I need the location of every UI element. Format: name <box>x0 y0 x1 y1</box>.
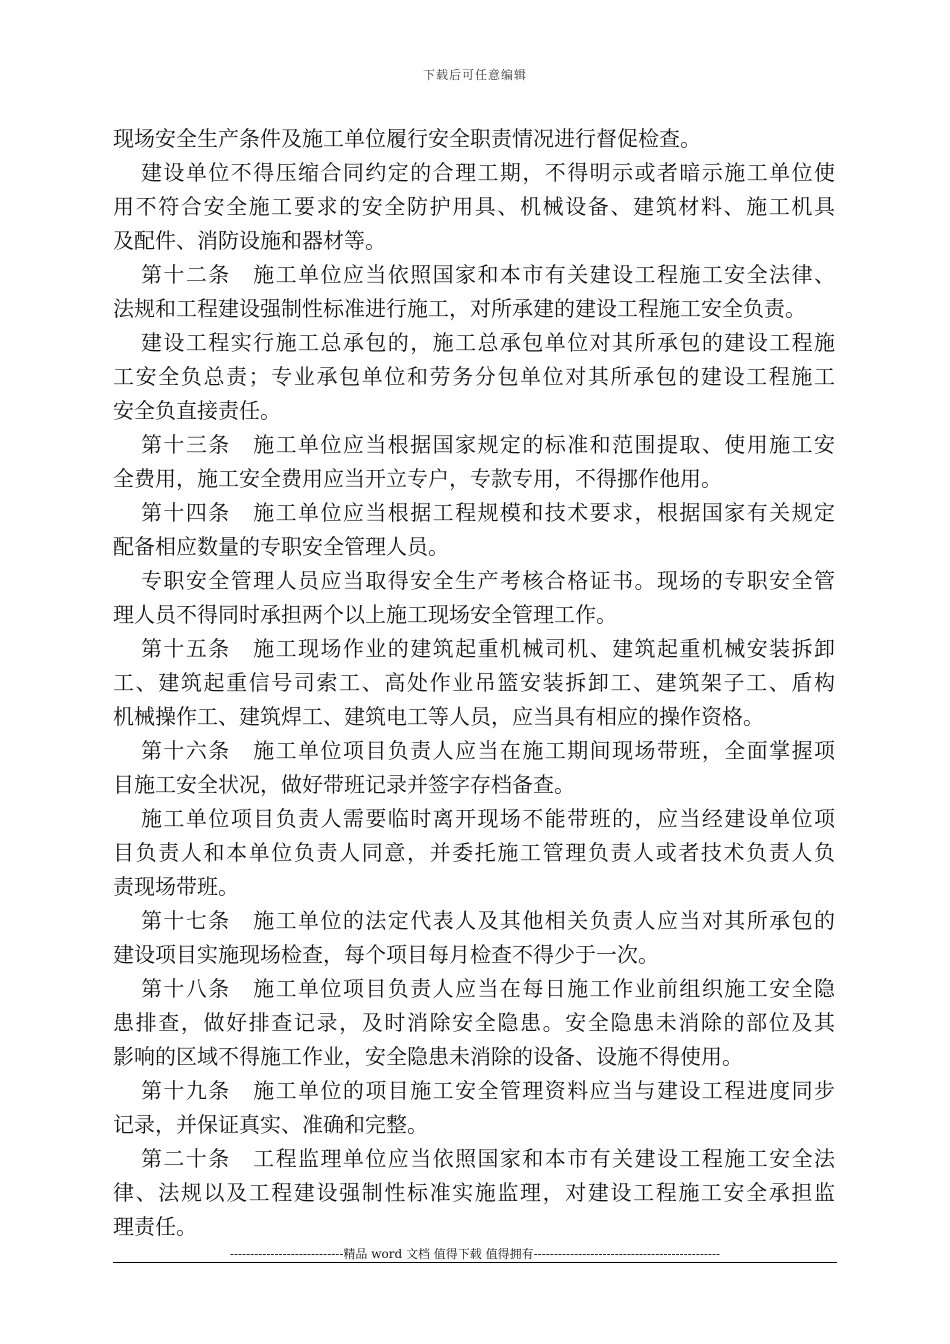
paragraph-line: 影响的区域不得施工作业，安全隐患未消除的设备、设施不得使用。 <box>113 1045 743 1069</box>
paragraph-line: 工安全负总责；专业承包单位和劳务分包单位对其所承包的建设工程施工 <box>113 365 835 389</box>
paragraph-line: 专职安全管理人员应当取得安全生产考核合格证书。现场的专职安全管 <box>141 569 835 593</box>
footer-text: ----------------------------精品 word 文档 值得下载 值得拥有---------------------------------------------- <box>229 1247 721 1261</box>
header-note: 下载后可任意编辑 <box>422 68 527 82</box>
paragraph-line: 全费用，施工安全费用应当开立专户，专款专用，不得挪作他用。 <box>113 467 722 491</box>
paragraph-line: 第二十条 工程监理单位应当依照国家和本市有关建设工程施工安全法 <box>141 1147 835 1171</box>
paragraph-line: 责现场带班。 <box>113 875 239 899</box>
paragraph-line: 工、建筑起重信号司索工、高处作业吊篮安装拆卸工、建筑架子工、盾构 <box>113 671 835 695</box>
paragraph-line: 安全负直接责任。 <box>113 399 281 423</box>
paragraph-line: 理责任。 <box>113 1215 197 1239</box>
paragraph-line: 用不符合安全施工要求的安全防护用具、机械设备、建筑材料、施工机具 <box>113 195 835 219</box>
paragraph-line: 律、法规以及工程建设强制性标准实施监理，对建设工程施工安全承担监 <box>113 1181 835 1205</box>
paragraph-line: 第十三条 施工单位应当根据国家规定的标准和范围提取、使用施工安 <box>141 433 835 457</box>
paragraph-line: 现场安全生产条件及施工单位履行安全职责情况进行督促检查。 <box>113 127 701 151</box>
paragraph-line: 第十八条 施工单位项目负责人应当在每日施工作业前组织施工安全隐 <box>141 977 835 1001</box>
paragraph-line: 建设工程实行施工总承包的，施工总承包单位对其所承包的建设工程施 <box>141 331 835 355</box>
paragraph-line: 理人员不得同时承担两个以上施工现场安全管理工作。 <box>113 603 617 627</box>
paragraph-line: 第十七条 施工单位的法定代表人及其他相关负责人应当对其所承包的 <box>141 909 835 933</box>
paragraph-line: 配备相应数量的专职安全管理人员。 <box>113 535 449 559</box>
document-body <box>113 122 835 1244</box>
paragraph-line: 第十四条 施工单位应当根据工程规模和技术要求，根据国家有关规定 <box>141 501 835 525</box>
paragraph-line: 施工单位项目负责人需要临时离开现场不能带班的，应当经建设单位项 <box>141 807 835 831</box>
paragraph-line: 患排查，做好排查记录，及时消除安全隐患。安全隐患未消除的部位及其 <box>113 1011 835 1035</box>
paragraph-line: 目施工安全状况，做好带班记录并签字存档备查。 <box>113 773 575 797</box>
paragraph-line: 第十五条 施工现场作业的建筑起重机械司机、建筑起重机械安装拆卸 <box>141 637 835 661</box>
paragraph-line: 目负责人和本单位负责人同意，并委托施工管理负责人或者技术负责人负 <box>113 841 835 865</box>
paragraph-line: 第十九条 施工单位的项目施工安全管理资料应当与建设工程进度同步 <box>141 1079 835 1103</box>
footer-divider <box>113 1262 837 1263</box>
paragraph-line: 第十六条 施工单位项目负责人应当在施工期间现场带班，全面掌握项 <box>141 739 835 763</box>
paragraph-line: 建设单位不得压缩合同约定的合理工期，不得明示或者暗示施工单位使 <box>141 161 835 185</box>
paragraph-line: 法规和工程建设强制性标准进行施工，对所承建的建设工程施工安全负责。 <box>113 297 806 321</box>
paragraph-line: 记录，并保证真实、准确和完整。 <box>113 1113 428 1137</box>
paragraph-line: 第十二条 施工单位应当依照国家和本市有关建设工程施工安全法律、 <box>141 263 835 287</box>
paragraph-line: 建设项目实施现场检查，每个项目每月检查不得少于一次。 <box>113 943 659 967</box>
paragraph-line: 及配件、消防设施和器材等。 <box>113 229 386 253</box>
paragraph-line: 机械操作工、建筑焊工、建筑电工等人员，应当具有相应的操作资格。 <box>113 705 764 729</box>
